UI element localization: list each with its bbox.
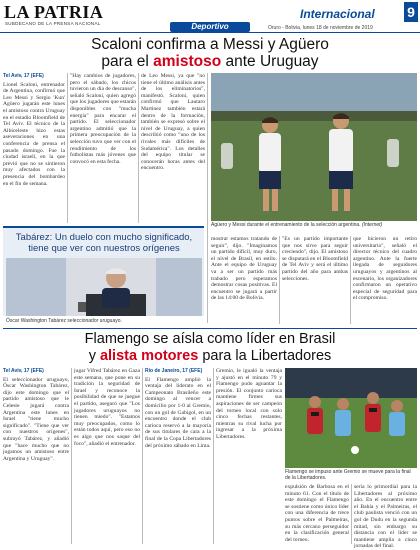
sidebar-box-title: Tabárez: Un duelo con mucho significado, tiene que ver con nuestros orígenes	[15, 232, 193, 254]
story1-byline: Tel Aviv, 17 (EFE)	[3, 73, 44, 79]
column-divider	[350, 236, 351, 324]
press-conference-illustration	[6, 258, 202, 316]
article-text: que hicieron un retiro universitario", señaló el director técnico del cuadro argentino. Ante la fuerte llegada de seguidores uruguayos y argentinos al escenario, los organizadores confirmaron un operativo especial de seguridad para el compromiso.	[353, 236, 417, 302]
column-divider	[213, 368, 214, 544]
story2-column-3	[285, 484, 349, 544]
story1-column-1	[3, 73, 65, 223]
story2-column-2	[216, 368, 282, 544]
headline-accent: amistoso	[153, 53, 222, 70]
caption-text: Agüero y Messi durante el entrenamiento de la selección argentina.	[211, 222, 361, 228]
column-divider	[351, 484, 352, 544]
story2-photo	[285, 368, 417, 468]
football-match-illustration	[285, 368, 417, 468]
story1-headline-line2	[0, 53, 420, 70]
story2-headline-line1: Flamengo se aísla como líder en Brasil	[84, 331, 336, 347]
article-text: El Flamengo ampliò la ventaja del liderato en el Campeonato Brasileño este domingo al vencer a domicilio por 1-0 al Gremio, con un gol de Gabigol, en un encuentro donde el club carioca reservó a la mayoría de sus titulares de cara a la final de la Copa Libertadores del próximo sábado en Lima.	[145, 376, 211, 449]
article-text: "Hay cambios de jugadores, pero el sábado, los chicos tuvieron un día de descanso", señaló Scaloni, quien agregó que los jugadores que estarán disponibles con "mucha energía" para encarar el partido. El seleccionador argentino admitió que la primera preocupación de la selección tuvo que ver con el rendimiento de los futbolistas más jóvenes que convocó en esta fecha.	[70, 73, 136, 165]
story1-column-5	[282, 236, 348, 324]
sidebar-column-2	[74, 368, 140, 544]
column-divider	[67, 73, 68, 223]
article-text: expulsión de Barbosa en el minuto 61. Con el título de este domingo el Flamengo se sostiene como único líder con una diferencia de trece puntos sobre el Palmeiras, su más cercano perseguidor en la clasificación general del torneo.	[285, 484, 349, 543]
headline-text: y	[88, 348, 100, 364]
training-photo-illustration	[211, 73, 417, 221]
article-text: Gremio, le igualó la ventaja y ajustó en el minuto 79 y Flamengo pudo aguantar la presión. El conjunto carioca mantiene firmes sus aspiraciones de ser campeón del torneo local con solo cinco fechas restantes, mientras su rival lucha por ingresar a la próxima Libertadores.	[216, 368, 282, 440]
caption-text: Flamengo se impuso ante Gremio se mueve para la final de la Libertadores.	[285, 469, 411, 481]
headline-accent: alista motores	[99, 348, 199, 364]
story1-column-3	[141, 73, 205, 223]
article-text: "Es un partido importante que nos sirve para seguir creciendo", dijo. El amistoso se disputará en el Bloomfield de Tel Aviv y será el último partido del año para ambas selecciones.	[282, 236, 348, 282]
story1-column-6	[353, 236, 417, 324]
story2-headline	[0, 331, 420, 365]
column-divider	[142, 368, 143, 544]
article-text: jugar Vifred Tabárez en Gaza este semana, que pone en su tradición la seguridad de Israel y reconoce la posibilidad de que se juegue el partido, aseguró que "Los jugadores uruguayos no tienen miedo". "Estamos muy preocupados, como lo están todos aquí, pero eso no es algo que nos saque del foco", añadió el entrenador.	[74, 368, 140, 447]
section-tab-deportivo: Deportivo	[170, 22, 250, 32]
column-divider	[207, 73, 208, 323]
dateline: Oruro - Bolivia, lunes 18 de noviembre de 2019	[268, 25, 373, 31]
headline-text: para la Libertadores	[198, 348, 332, 364]
story1-photo-caption	[211, 222, 417, 228]
page-number: 9	[404, 2, 418, 22]
story2-headline-line2	[0, 348, 420, 365]
newspaper-logo: LA PATRIA	[4, 2, 104, 22]
article-text: El seleccionador uruguayo, Óscar Washington Tabárez, dijo este domingo que el partido amistoso que le Celeste jugará contra Argentina este lunes en Israel "tiene mucho significado". "Tiene que ver con nuestros orígenes", subrayó Tabárez, y añadió que "hace mucho que no jugamos un amistoso entre Argentina y Uruguay".	[3, 376, 69, 462]
story1-headline-line1: Scaloni confirma a Messi y Agüero	[91, 36, 329, 53]
headline-text: para el	[101, 53, 154, 70]
masthead	[0, 0, 420, 30]
sidebar-column-1	[3, 368, 69, 544]
tabarez-photo-caption	[6, 318, 202, 324]
tabarez-photo	[6, 258, 202, 316]
article-text: de Leo Messi, ya que "no tiene el último análisis antes de los eliminatorios", manifestó. Scaloni, quien confirmó que Lautaro Martínez también estará dentro de la formación, también se expresó sobre el nivel de Uruguay, a quien describió como "uno de los rivales más difíciles de Sudamérica". Los detalles del equipo titular se conocerán horas antes del encuentro.	[141, 73, 205, 172]
column-divider	[138, 73, 139, 223]
article-text: sería lo primordial para la Libertadores al próximo año. En el encuentro entre el Bahía y el Palmeiras, el club paulista venció con un gol de Dudu en la segunda mitad, sin embargo su distancia con el líder se mantiene amplia a cinco jornadas del final.	[354, 484, 417, 550]
photo-credit: (Internet)	[361, 222, 383, 228]
column-divider	[71, 368, 72, 544]
story1-photo	[211, 73, 417, 221]
article-text: Lionel Scaloni, entrenador de Argentina, confirmó que Leo Messi y Sergio 'Kun' Agüero jugarán este lunes el amistoso contra Uruguay en el estadio Bloomfield de Tel Aviv. El técnico de la Albiceleste hizo estas aseveraciones en una conferencia de prensa el pasado domingo. Fue la ciudad israelí, en la que previó que no se sintieron muy afectados con la presencia del bombardeo en el fin de semana.	[3, 81, 65, 187]
caption-text: Óscar Washington Tabárez seleccionador uruguayo.	[6, 318, 122, 324]
sidebar-byline: Tel Aviv, 17 (EFE)	[3, 368, 44, 374]
top-rule	[0, 32, 420, 33]
story2-column-1	[145, 368, 211, 544]
story2-rule	[3, 328, 417, 329]
section-name: Internacional	[300, 7, 375, 21]
story1-headline	[0, 36, 420, 70]
story2-photo-caption	[285, 469, 417, 481]
story1-column-2	[70, 73, 136, 223]
story2-byline: Río de Janeiro, 17 (EFE)	[145, 368, 203, 374]
article-text: mostrar estamos tratando de seguir", dijo. "Imaginamos un partido difícil, muy duro, el nivel de Brasil, en estilo. Ante el equipo de Uruguay va a ser un partido más trabado pero esperamos demostrar cosas positivas. El encuentro se jugará a partir de las 14:00 de Bolivia.	[211, 236, 277, 302]
story2-column-4	[354, 484, 417, 550]
headline-text: ante Uruguay	[221, 53, 319, 70]
story1-column-4	[211, 236, 277, 324]
newspaper-tagline: SUBDECANO DE LA PRENSA NACIONAL	[5, 21, 101, 26]
column-divider	[279, 236, 280, 324]
